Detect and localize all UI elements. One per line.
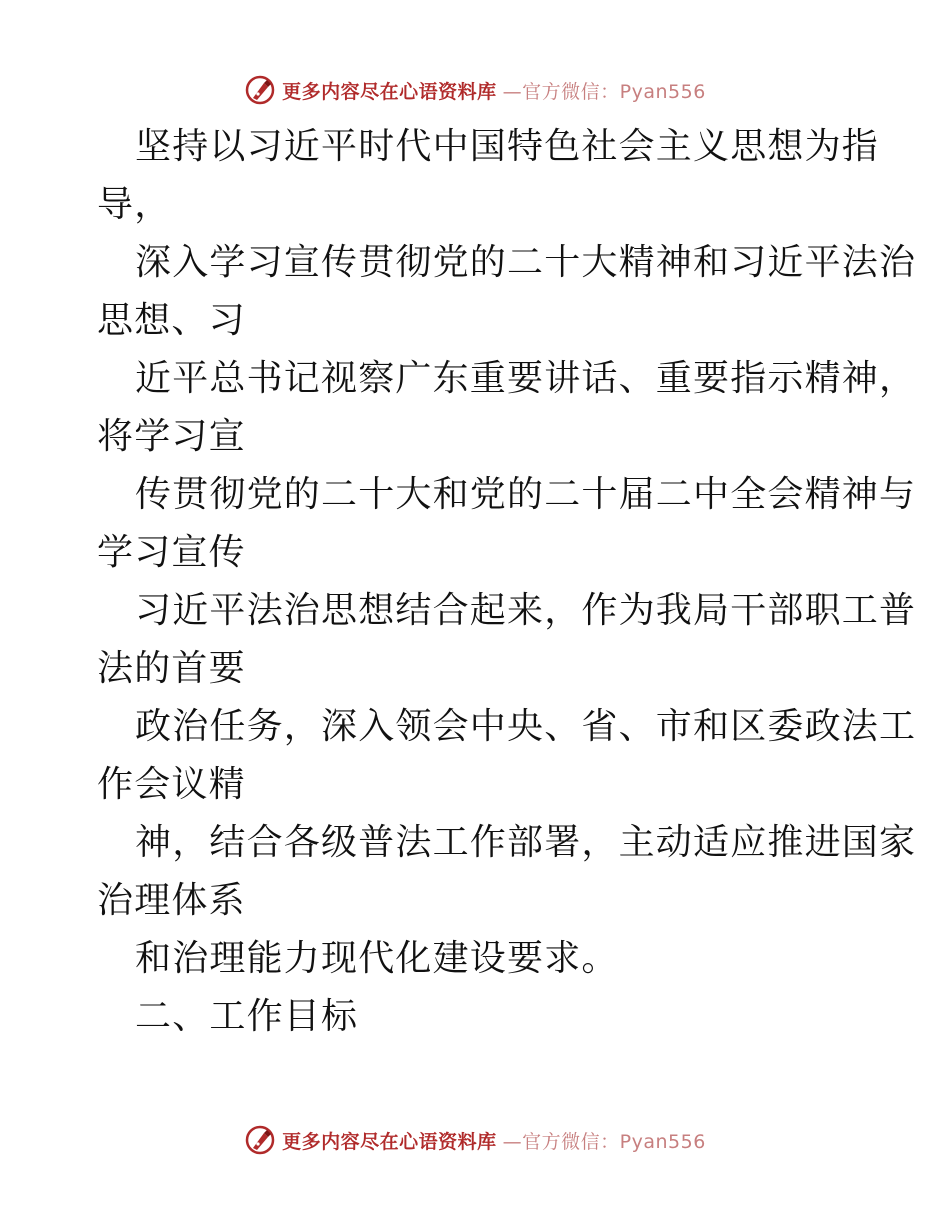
document-body xyxy=(97,118,917,1046)
text-line: 学习宣传 xyxy=(97,532,246,573)
pen-nib-logo-icon xyxy=(244,74,276,106)
footer-watermark-banner xyxy=(0,1120,950,1160)
text-line: 治理体系 xyxy=(97,880,246,921)
header-banner-main-text: 更多内容尽在心语资料库 xyxy=(282,80,497,103)
text-line: 坚持以习近平时代中国特色社会主义思想为指 xyxy=(135,126,880,167)
text-line: 传贯彻党的二十大和党的二十届二中全会精神与 xyxy=(135,474,917,515)
footer-banner-main-text: 更多内容尽在心语资料库 xyxy=(282,1130,497,1153)
text-line: 政治任务，深入领会中央、省、市和区委政法工 xyxy=(135,706,917,747)
text-line: 近平总书记视察广东重要讲话、重要指示精神， xyxy=(135,358,917,399)
header-banner-sub-text: —官方微信：Pyan556 xyxy=(502,80,706,103)
text-line: 二、工作目标 xyxy=(135,996,359,1037)
footer-banner-sub-text: —官方微信：Pyan556 xyxy=(502,1130,706,1153)
pen-nib-logo-icon xyxy=(244,1124,276,1156)
text-line: 和治理能力现代化建设要求。 xyxy=(135,938,619,979)
text-line: 思想、习 xyxy=(97,300,246,341)
text-line: 法的首要 xyxy=(97,648,246,689)
text-line: 导， xyxy=(97,184,172,225)
text-line: 深入学习宣传贯彻党的二十大精神和习近平法治 xyxy=(135,242,917,283)
text-line: 神，结合各级普法工作部署，主动适应推进国家 xyxy=(135,822,917,863)
text-line: 将学习宣 xyxy=(97,416,246,457)
header-watermark-banner xyxy=(0,70,950,110)
text-line: 作会议精 xyxy=(97,764,246,805)
text-line: 习近平法治思想结合起来，作为我局干部职工普 xyxy=(135,590,917,631)
